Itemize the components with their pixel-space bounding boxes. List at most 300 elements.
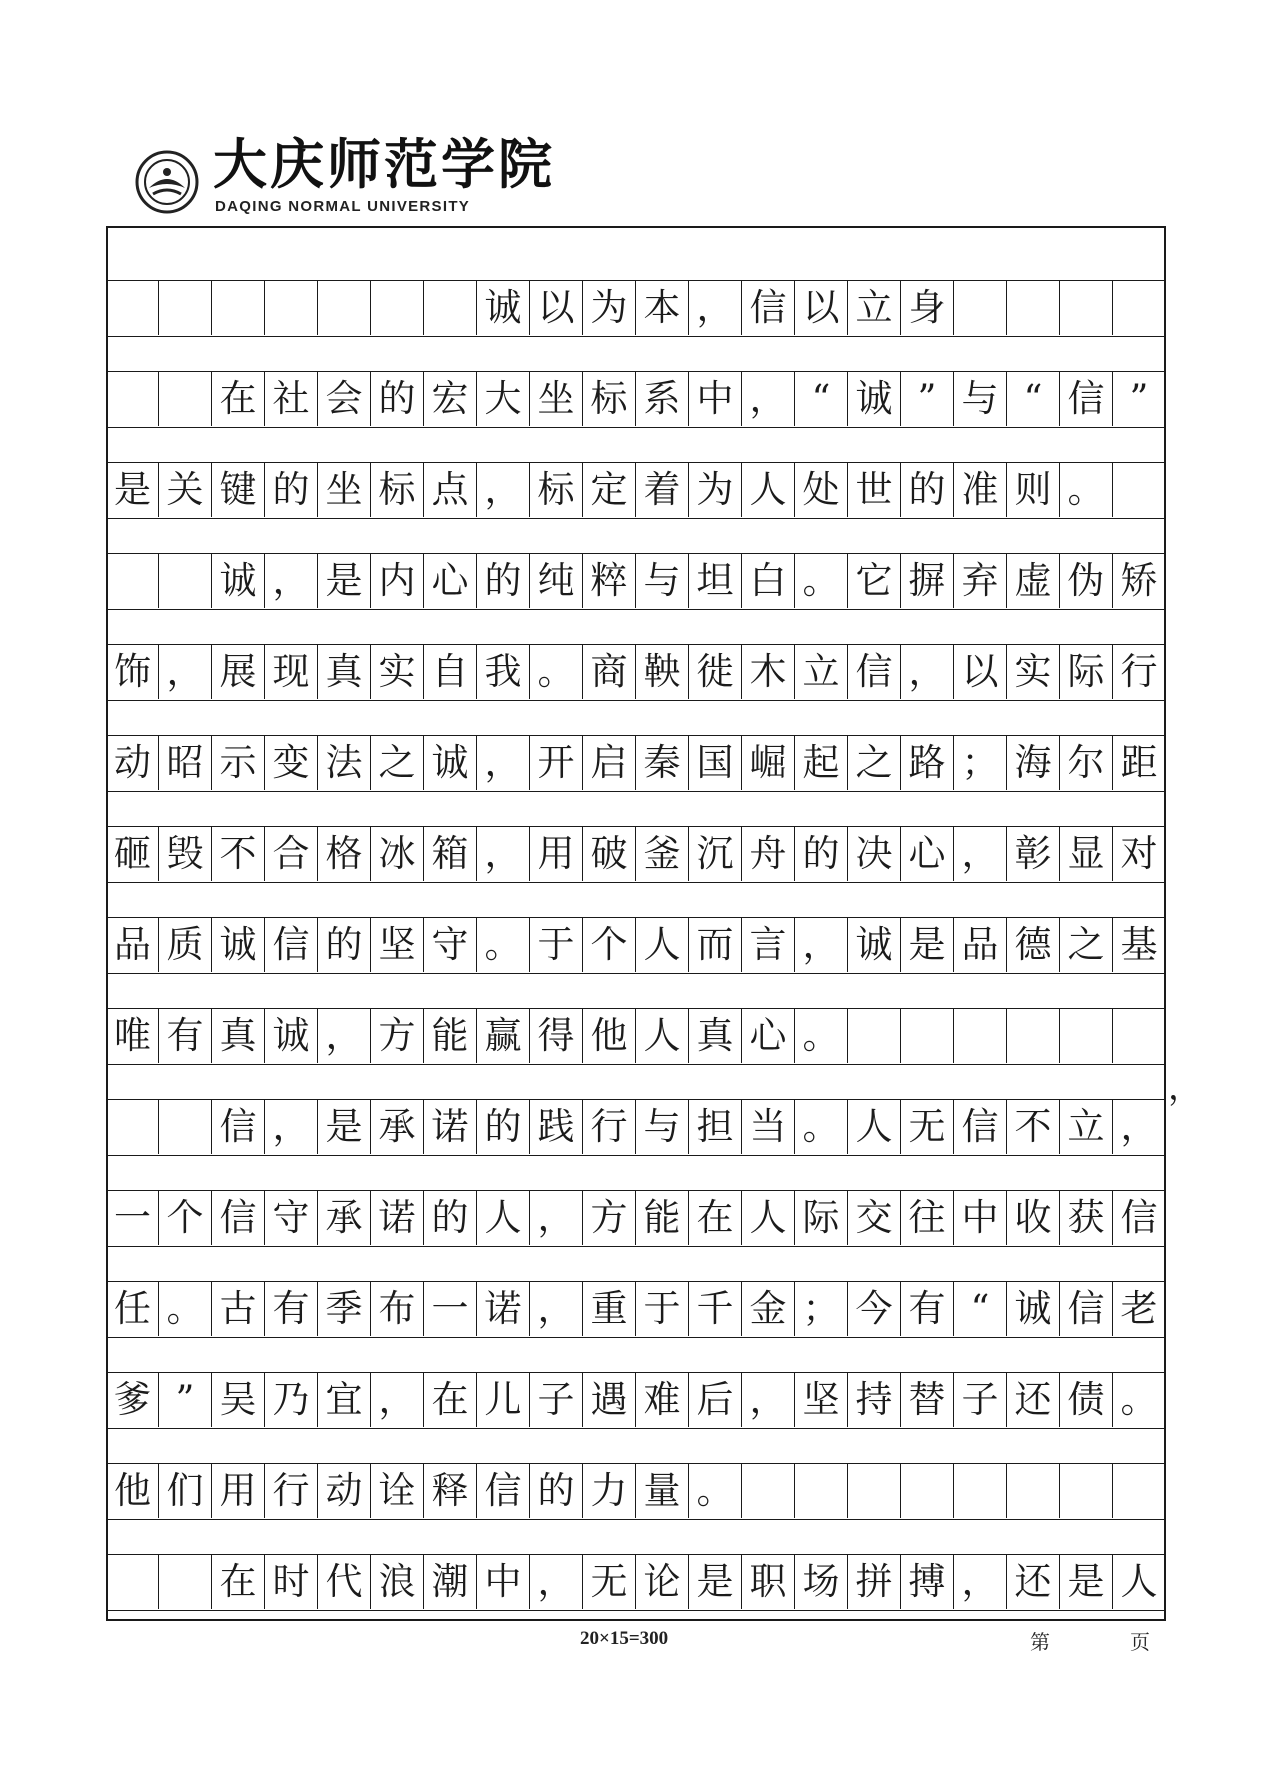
grid-cell: 砸 — [106, 827, 159, 881]
grid-cell: 行 — [583, 1100, 636, 1154]
grid-cell: 品 — [106, 918, 159, 972]
grid-cell: 会 — [318, 372, 371, 426]
grid-cell — [848, 1009, 901, 1063]
grid-cell — [1007, 1009, 1060, 1063]
grid-cell: 合 — [265, 827, 318, 881]
grid-cell: 变 — [265, 736, 318, 790]
grid-cell — [318, 281, 371, 335]
grid-cell: 品 — [954, 918, 1007, 972]
grid-cell: 身 — [901, 281, 954, 335]
grid-row — [106, 1190, 1166, 1247]
grid-cell: 显 — [1060, 827, 1113, 881]
grid-cell: 布 — [371, 1282, 424, 1336]
grid-cell: 爹 — [106, 1373, 159, 1427]
grid-cell: 点 — [424, 463, 477, 517]
grid-cell: 粹 — [583, 554, 636, 608]
grid-cell: 浪 — [371, 1555, 424, 1609]
grid-cell: 的 — [795, 827, 848, 881]
grid-cell — [795, 1464, 848, 1518]
grid-cell: 质 — [159, 918, 212, 972]
grid-cell: 个 — [583, 918, 636, 972]
grid-cell — [1007, 281, 1060, 335]
grid-cell: 不 — [1007, 1100, 1060, 1154]
grid-cell: 立 — [795, 645, 848, 699]
grid-cell: 吴 — [212, 1373, 265, 1427]
grid-cell: 们 — [159, 1464, 212, 1518]
grid-cell: 海 — [1007, 736, 1060, 790]
grid-cell: 的 — [477, 554, 530, 608]
grid-cell: 信 — [742, 281, 795, 335]
grid-cell: 千 — [689, 1282, 742, 1336]
grid-row — [106, 1281, 1166, 1338]
grid-cell: 对 — [1113, 827, 1166, 881]
grid-cell: 定 — [583, 463, 636, 517]
grid-cell: 人 — [636, 918, 689, 972]
grid-cell: 人 — [1113, 1555, 1166, 1609]
grid-cell: 。 — [530, 645, 583, 699]
grid-cell: 标 — [371, 463, 424, 517]
grid-cell: 以 — [530, 281, 583, 335]
grid-cell — [742, 1464, 795, 1518]
university-name-cn: 大庆师范学院 — [213, 132, 555, 196]
grid-cell: 诚 — [1007, 1282, 1060, 1336]
grid-cell: 是 — [901, 918, 954, 972]
grid-cell — [106, 281, 159, 335]
grid-cell: 一 — [424, 1282, 477, 1336]
grid-cell: 。 — [795, 554, 848, 608]
grid-cell: 有 — [901, 1282, 954, 1336]
grid-cell: 决 — [848, 827, 901, 881]
grid-cell — [901, 1009, 954, 1063]
grid-cell: 坚 — [371, 918, 424, 972]
grid-cell: 白 — [742, 554, 795, 608]
grid-cell: 鞅 — [636, 645, 689, 699]
grid-cell — [1113, 1009, 1166, 1063]
grid-cell: 示 — [212, 736, 265, 790]
grid-cell — [1007, 1464, 1060, 1518]
grid-cell: 尔 — [1060, 736, 1113, 790]
grid-row — [106, 1372, 1166, 1429]
grid-cell: 诺 — [371, 1191, 424, 1245]
grid-row — [106, 462, 1166, 519]
grid-cell: 老 — [1113, 1282, 1166, 1336]
grid-cell: 立 — [1060, 1100, 1113, 1154]
grid-cell: 与 — [636, 1100, 689, 1154]
grid-cell — [159, 1555, 212, 1609]
university-seal-icon — [135, 150, 199, 214]
grid-cell — [159, 1100, 212, 1154]
grid-cell: 信 — [477, 1464, 530, 1518]
grid-cell — [265, 281, 318, 335]
grid-cell: 无 — [901, 1100, 954, 1154]
grid-cell: 中 — [954, 1191, 1007, 1245]
grid-cell — [106, 1555, 159, 1609]
grid-cell: 昭 — [159, 736, 212, 790]
grid-cell: 的 — [318, 918, 371, 972]
grid-cell: 一 — [106, 1191, 159, 1245]
grid-cell: 代 — [318, 1555, 371, 1609]
grid-cell: 釜 — [636, 827, 689, 881]
grid-cell — [424, 281, 477, 335]
grid-cell: 矫 — [1113, 554, 1166, 608]
grid-cell: 是 — [1060, 1555, 1113, 1609]
grid-cell: 诚 — [424, 736, 477, 790]
grid-cell: 距 — [1113, 736, 1166, 790]
grid-cell — [848, 1464, 901, 1518]
grid-cell: 当 — [742, 1100, 795, 1154]
grid-cell: 季 — [318, 1282, 371, 1336]
grid-cell: 儿 — [477, 1373, 530, 1427]
grid-cell: 准 — [954, 463, 1007, 517]
grid-row — [106, 1554, 1166, 1611]
grid-cell: 商 — [583, 645, 636, 699]
grid-cell: 不 — [212, 827, 265, 881]
grid-cell: 真 — [212, 1009, 265, 1063]
grid-cell: ， — [477, 736, 530, 790]
grid-row — [106, 1463, 1166, 1520]
grid-cell: 。 — [795, 1009, 848, 1063]
grid-cell: 往 — [901, 1191, 954, 1245]
grid-cell: 。 — [795, 1100, 848, 1154]
grid-cell: 坐 — [530, 372, 583, 426]
grid-cell: 人 — [742, 1191, 795, 1245]
grid-cell: 处 — [795, 463, 848, 517]
grid-cell: 。 — [159, 1282, 212, 1336]
grid-row — [106, 644, 1166, 701]
grid-cell — [159, 554, 212, 608]
grid-cell: 是 — [318, 1100, 371, 1154]
grid-cell: 于 — [636, 1282, 689, 1336]
grid-cell: 于 — [530, 918, 583, 972]
page-label-ye: 页 — [1130, 1630, 1150, 1654]
grid-cell: 坐 — [318, 463, 371, 517]
grid-cell: 以 — [795, 281, 848, 335]
grid-cell — [954, 1464, 1007, 1518]
grid-cell: 启 — [583, 736, 636, 790]
grid-cell: ， — [742, 1373, 795, 1427]
grid-cell: 动 — [106, 736, 159, 790]
grid-cell: 他 — [583, 1009, 636, 1063]
grid-cell: 国 — [689, 736, 742, 790]
grid-cell: 以 — [954, 645, 1007, 699]
grid-cell: 崛 — [742, 736, 795, 790]
grid-cell: 关 — [159, 463, 212, 517]
grid-cell: 信 — [954, 1100, 1007, 1154]
grid-cell — [106, 372, 159, 426]
page-label-di: 第 — [1030, 1630, 1050, 1654]
grid-cell: 我 — [477, 645, 530, 699]
grid-cell: 的 — [901, 463, 954, 517]
grid-cell: 信 — [848, 645, 901, 699]
grid-cell: 心 — [424, 554, 477, 608]
grid-cell: ， — [954, 1555, 1007, 1609]
grid-cell: 路 — [901, 736, 954, 790]
grid-cell — [159, 281, 212, 335]
grid-cell: 键 — [212, 463, 265, 517]
grid-cell: 弃 — [954, 554, 1007, 608]
grid-row — [106, 1008, 1166, 1065]
grid-cell — [1113, 463, 1166, 517]
grid-cell: 中 — [477, 1555, 530, 1609]
grid-cell: 际 — [1060, 645, 1113, 699]
grid-cell: 信 — [212, 1191, 265, 1245]
grid-cell: 守 — [265, 1191, 318, 1245]
grid-cell: 得 — [530, 1009, 583, 1063]
grid-cell: 诚 — [848, 918, 901, 972]
grid-cell: 诚 — [212, 918, 265, 972]
grid-cell: 。 — [689, 1464, 742, 1518]
grid-cell: 信 — [1060, 1282, 1113, 1336]
grid-cell: 信 — [1113, 1191, 1166, 1245]
grid-cell: 时 — [265, 1555, 318, 1609]
grid-cell: 诺 — [424, 1100, 477, 1154]
grid-cell: 中 — [689, 372, 742, 426]
grid-cell: 方 — [371, 1009, 424, 1063]
grid-cell: 立 — [848, 281, 901, 335]
grid-cell: 乃 — [265, 1373, 318, 1427]
grid-cell: ” — [1113, 372, 1166, 426]
grid-cell: 则 — [1007, 463, 1060, 517]
grid-cell: 金 — [742, 1282, 795, 1336]
grid-count-label: 20×15=300 — [580, 1628, 669, 1649]
grid-cell — [106, 554, 159, 608]
grid-cell: 诚 — [477, 281, 530, 335]
grid-cell: 的 — [265, 463, 318, 517]
grid-cell: ， — [159, 645, 212, 699]
grid-cell: ， — [530, 1555, 583, 1609]
grid-cell: 格 — [318, 827, 371, 881]
grid-cell: 今 — [848, 1282, 901, 1336]
grid-cell — [1060, 1464, 1113, 1518]
grid-cell: 在 — [212, 372, 265, 426]
grid-cell: 释 — [424, 1464, 477, 1518]
grid-cell: 信 — [265, 918, 318, 972]
grid-cell: 职 — [742, 1555, 795, 1609]
grid-cell: 实 — [371, 645, 424, 699]
grid-cell: 是 — [106, 463, 159, 517]
grid-cell: 他 — [106, 1464, 159, 1518]
grid-cell: 的 — [530, 1464, 583, 1518]
grid-cell: 。 — [477, 918, 530, 972]
grid-row — [106, 735, 1166, 792]
grid-cell: ， — [265, 554, 318, 608]
grid-cell: 重 — [583, 1282, 636, 1336]
grid-cell: 开 — [530, 736, 583, 790]
grid-cell: 伪 — [1060, 554, 1113, 608]
grid-row — [106, 1099, 1166, 1156]
grid-cell: 债 — [1060, 1373, 1113, 1427]
grid-cell: “ — [954, 1282, 1007, 1336]
grid-cell: 无 — [583, 1555, 636, 1609]
grid-cell: 人 — [477, 1191, 530, 1245]
grid-cell: 它 — [848, 554, 901, 608]
grid-cell: 能 — [424, 1009, 477, 1063]
grid-cell: 。 — [1113, 1373, 1166, 1427]
grid-cell: 展 — [212, 645, 265, 699]
grid-cell: 舟 — [742, 827, 795, 881]
grid-cell: 在 — [424, 1373, 477, 1427]
grid-cell: 虚 — [1007, 554, 1060, 608]
page-header — [135, 120, 615, 215]
grid-cell: 内 — [371, 554, 424, 608]
grid-cell: ， — [477, 463, 530, 517]
grid-cell: 用 — [530, 827, 583, 881]
grid-cell — [901, 1464, 954, 1518]
grid-cell: 承 — [371, 1100, 424, 1154]
grid-cell: 赢 — [477, 1009, 530, 1063]
grid-cell: 守 — [424, 918, 477, 972]
grid-cell: 宏 — [424, 372, 477, 426]
grid-cell: 行 — [265, 1464, 318, 1518]
grid-cell: 宜 — [318, 1373, 371, 1427]
grid-cell: 论 — [636, 1555, 689, 1609]
grid-cell: 个 — [159, 1191, 212, 1245]
grid-cell: 箱 — [424, 827, 477, 881]
grid-cell: 任 — [106, 1282, 159, 1336]
grid-cell: ， — [477, 827, 530, 881]
grid-cell: 坚 — [795, 1373, 848, 1427]
university-name-en: DAQING NORMAL UNIVERSITY — [215, 198, 471, 215]
grid-row — [106, 371, 1166, 428]
grid-row — [106, 917, 1166, 974]
grid-cell: 还 — [1007, 1555, 1060, 1609]
grid-cell: 人 — [636, 1009, 689, 1063]
grid-cell: 木 — [742, 645, 795, 699]
grid-cell: 潮 — [424, 1555, 477, 1609]
grid-cell: 的 — [424, 1191, 477, 1245]
grid-cell: 际 — [795, 1191, 848, 1245]
grid-cell: 在 — [689, 1191, 742, 1245]
grid-cell: 为 — [689, 463, 742, 517]
grid-cell: 法 — [318, 736, 371, 790]
grid-cell: 古 — [212, 1282, 265, 1336]
grid-cell: ” — [901, 372, 954, 426]
grid-cell: 之 — [371, 736, 424, 790]
grid-cell: 诠 — [371, 1464, 424, 1518]
grid-cell: 还 — [1007, 1373, 1060, 1427]
grid-cell: 真 — [318, 645, 371, 699]
grid-cell: “ — [795, 372, 848, 426]
grid-cell: 有 — [265, 1282, 318, 1336]
grid-cell: 践 — [530, 1100, 583, 1154]
grid-cell: 替 — [901, 1373, 954, 1427]
grid-cell: 担 — [689, 1100, 742, 1154]
grid-cell: ； — [795, 1282, 848, 1336]
grid-cell: 能 — [636, 1191, 689, 1245]
grid-cell: 社 — [265, 372, 318, 426]
grid-cell: ； — [954, 736, 1007, 790]
grid-cell: 真 — [689, 1009, 742, 1063]
grid-cell: 而 — [689, 918, 742, 972]
grid-cell: 方 — [583, 1191, 636, 1245]
grid-cell: 着 — [636, 463, 689, 517]
grid-cell: 自 — [424, 645, 477, 699]
grid-cell: 秦 — [636, 736, 689, 790]
grid-row — [106, 553, 1166, 610]
grid-cell: 收 — [1007, 1191, 1060, 1245]
grid-cell: 量 — [636, 1464, 689, 1518]
grid-cell: 徙 — [689, 645, 742, 699]
grid-cell: 为 — [583, 281, 636, 335]
grid-cell: 人 — [742, 463, 795, 517]
grid-cell: 之 — [1060, 918, 1113, 972]
grid-cell: 持 — [848, 1373, 901, 1427]
grid-cell: ， — [530, 1282, 583, 1336]
grid-cell: 之 — [848, 736, 901, 790]
grid-cell: 与 — [636, 554, 689, 608]
grid-cell: 交 — [848, 1191, 901, 1245]
grid-cell: 。 — [1060, 463, 1113, 517]
grid-cell: 摒 — [901, 554, 954, 608]
grid-cell: 动 — [318, 1464, 371, 1518]
grid-cell: 破 — [583, 827, 636, 881]
grid-cell: 信 — [212, 1100, 265, 1154]
grid-cell: 诚 — [212, 554, 265, 608]
grid-cell: ， — [742, 372, 795, 426]
overflow-punctuation: ， — [1168, 1068, 1202, 1108]
grid-row — [106, 826, 1166, 883]
grid-cell: 诺 — [477, 1282, 530, 1336]
grid-cell: 的 — [371, 372, 424, 426]
grid-cell: ， — [371, 1373, 424, 1427]
grid-cell: 拼 — [848, 1555, 901, 1609]
grid-cell: “ — [1007, 372, 1060, 426]
grid-cell — [1113, 281, 1166, 335]
grid-cell: 标 — [530, 463, 583, 517]
grid-cell: 冰 — [371, 827, 424, 881]
grid-cell: ， — [954, 827, 1007, 881]
grid-cell: 人 — [848, 1100, 901, 1154]
grid-cell: 场 — [795, 1555, 848, 1609]
grid-cell: 遇 — [583, 1373, 636, 1427]
grid-cell: ， — [689, 281, 742, 335]
grid-cell: ， — [795, 918, 848, 972]
grid-cell: 坦 — [689, 554, 742, 608]
grid-cell — [159, 372, 212, 426]
grid-cell: 力 — [583, 1464, 636, 1518]
grid-cell: 诚 — [265, 1009, 318, 1063]
grid-cell: 获 — [1060, 1191, 1113, 1245]
grid-cell: ， — [530, 1191, 583, 1245]
grid-cell: 是 — [689, 1555, 742, 1609]
grid-cell: 标 — [583, 372, 636, 426]
grid-cell: 彰 — [1007, 827, 1060, 881]
grid-row — [106, 280, 1166, 337]
grid-cell: 子 — [954, 1373, 1007, 1427]
grid-cell: ， — [901, 645, 954, 699]
grid-cell — [954, 281, 1007, 335]
grid-cell: 心 — [901, 827, 954, 881]
grid-cell — [1113, 1464, 1166, 1518]
grid-cell: ， — [318, 1009, 371, 1063]
grid-cell — [954, 1009, 1007, 1063]
grid-cell: 系 — [636, 372, 689, 426]
grid-cell: 饰 — [106, 645, 159, 699]
grid-cell: 诚 — [848, 372, 901, 426]
grid-cell — [371, 281, 424, 335]
grid-cell — [212, 281, 265, 335]
grid-cell: 与 — [954, 372, 1007, 426]
grid-cell: 纯 — [530, 554, 583, 608]
grid-cell: 难 — [636, 1373, 689, 1427]
grid-cell — [106, 1100, 159, 1154]
grid-cell: 大 — [477, 372, 530, 426]
grid-cell: 信 — [1060, 372, 1113, 426]
grid-cell: ” — [159, 1373, 212, 1427]
grid-cell: 言 — [742, 918, 795, 972]
grid-cell: 心 — [742, 1009, 795, 1063]
grid-cell: 沉 — [689, 827, 742, 881]
